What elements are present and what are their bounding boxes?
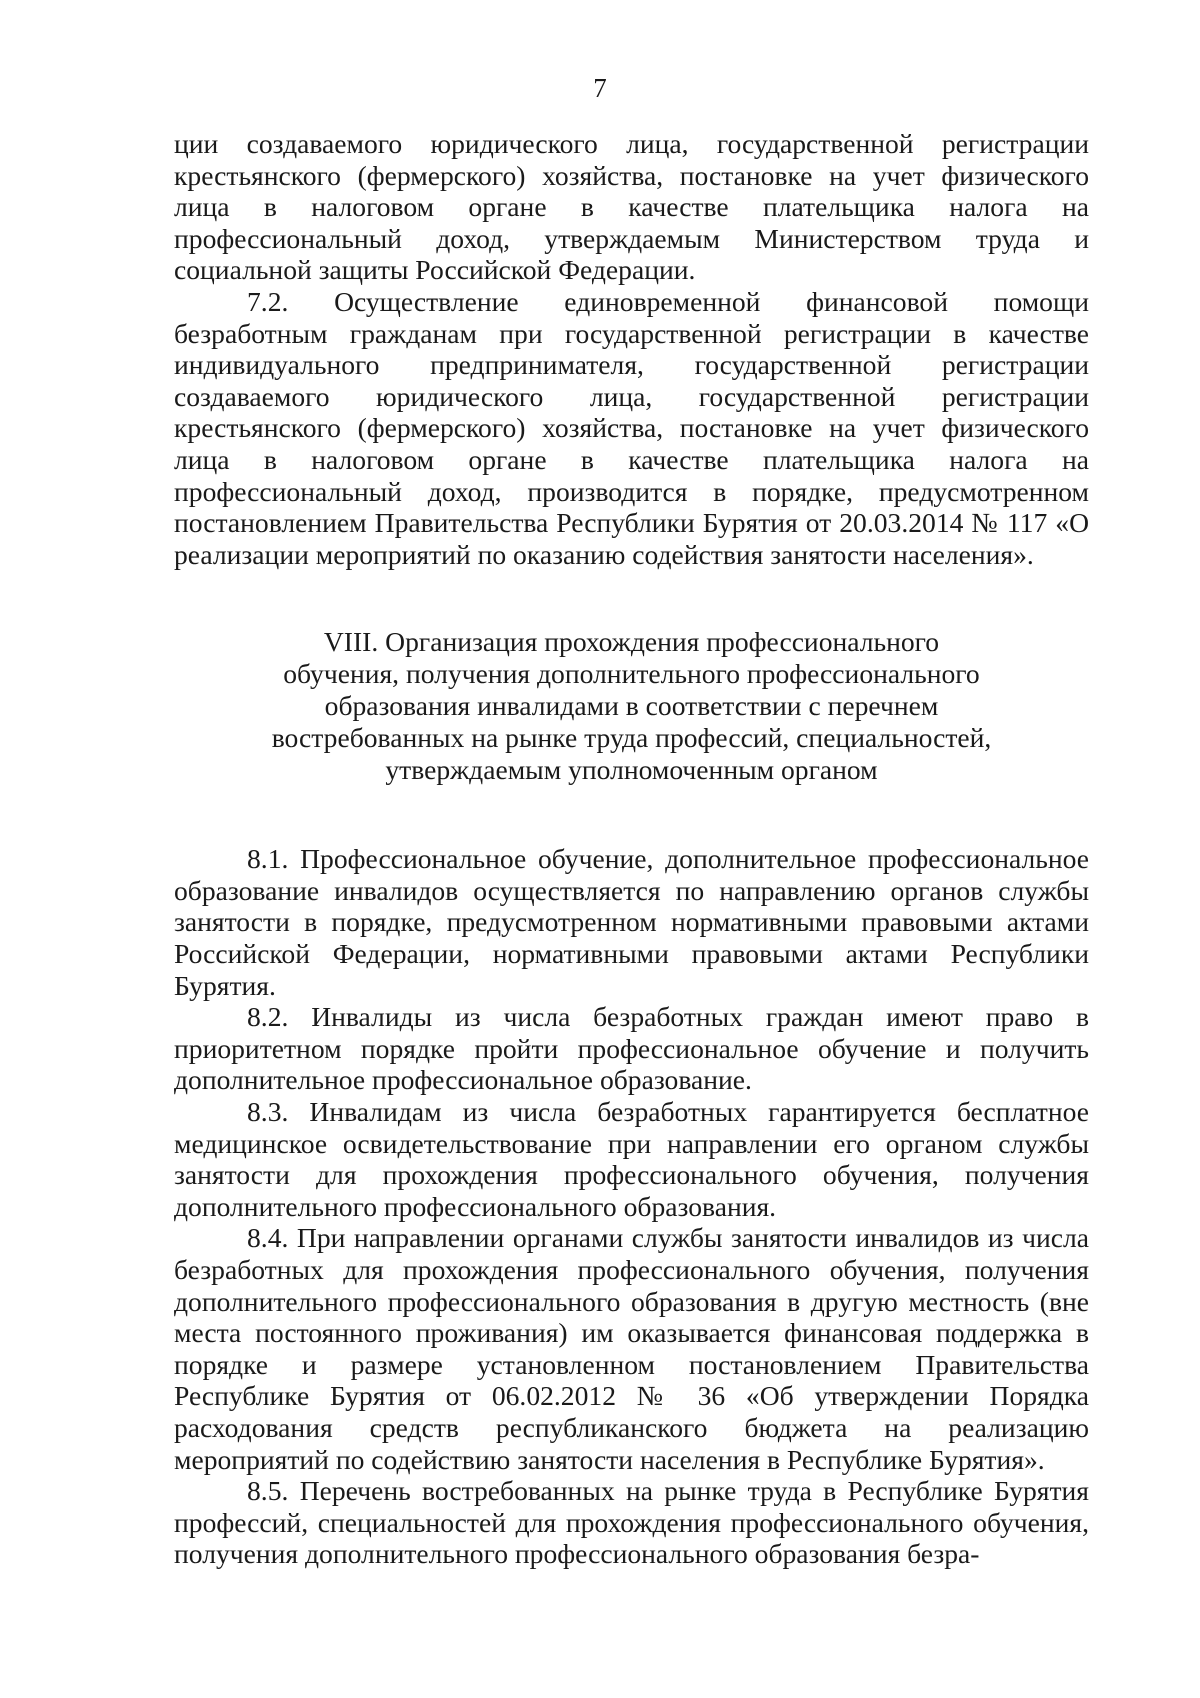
paragraph-7-2: 7.2. Осуществление единовременной финансовой помощи безработным гражданам при государственной регистрации в качестве индивидуального предпринимателя, государственной регистрации создаваемого юридического лица, государственной регистрации крестьянского (фермерского) хозяйства, постановке на учет физического лица в налоговом органе в качестве плательщика налога на профессиональный доход, производится в порядке, предусмотренном постановлением Правительства Республики Бурятия от 20.03.2014 № 117 «О реализации мероприятий по оказанию содействия занятости населения». (174, 285, 1089, 570)
page-number: 7 (593, 73, 607, 103)
section-heading-viii (214, 626, 1049, 785)
paragraph-8-4: 8.4. При направлении органами службы занятости инвалидов из числа безработных для прохождения профессионального обучения, получения дополнительного профессионального образования в другую местность (вне места постоянного проживания) им оказывается финансовая поддержка в порядке и размере установленном постановлением Правительства Республике Бурятия от 06.02.2012 № 36 «Об утверждении Порядка расходования средств республиканского бюджета на реализацию мероприятий по содействию занятости населения в Республике Бурятия». (174, 1222, 1089, 1475)
paragraph-continuation: ции создаваемого юридического лица, государственной регистрации крестьянского (фермерского) хозяйства, постановке на учет физического лица в налоговом органе в качестве плательщика налога на профессиональный доход, утверждаемым Министерством труда и социальной защиты Российской Федерации. (174, 128, 1089, 286)
document-body (174, 128, 1089, 1570)
paragraph-8-2: 8.2. Инвалиды из числа безработных граждан имеют право в приоритетном порядке пройти профессиональное обучение и получить дополнительное профессиональное образование. (174, 1001, 1089, 1096)
heading-line: обучения, получения дополнительного профессионального (283, 658, 980, 690)
heading-line: востребованных на рынке труда профессий, специальностей, (271, 721, 992, 753)
heading-line: образования инвалидами в соответствии с перечнем (324, 689, 939, 721)
paragraph-8-3: 8.3. Инвалидам из числа безработных гарантируется бесплатное медицинское освидетельствование при направлении его органом службы занятости для прохождения профессионального обучения, получения дополнительного профессионального образования. (174, 1096, 1089, 1222)
heading-line: утверждаемым уполномоченным органом (385, 753, 878, 785)
paragraph-8-1: 8.1. Профессиональное обучение, дополнительное профессиональное образование инвалидов осуществляется по направлению органов службы занятости в порядке, предусмотренном нормативными правовыми актами Российской Федерации, нормативными правовыми актами Республики Бурятия. (174, 843, 1089, 1001)
paragraph-8-5: 8.5. Перечень востребованных на рынке труда в Республике Бурятия профессий, специальностей для прохождения профессионального обучения, получения дополнительного профессионального образования безра- (174, 1475, 1089, 1570)
heading-line: VIII. Организация прохождения профессионального (323, 626, 940, 658)
